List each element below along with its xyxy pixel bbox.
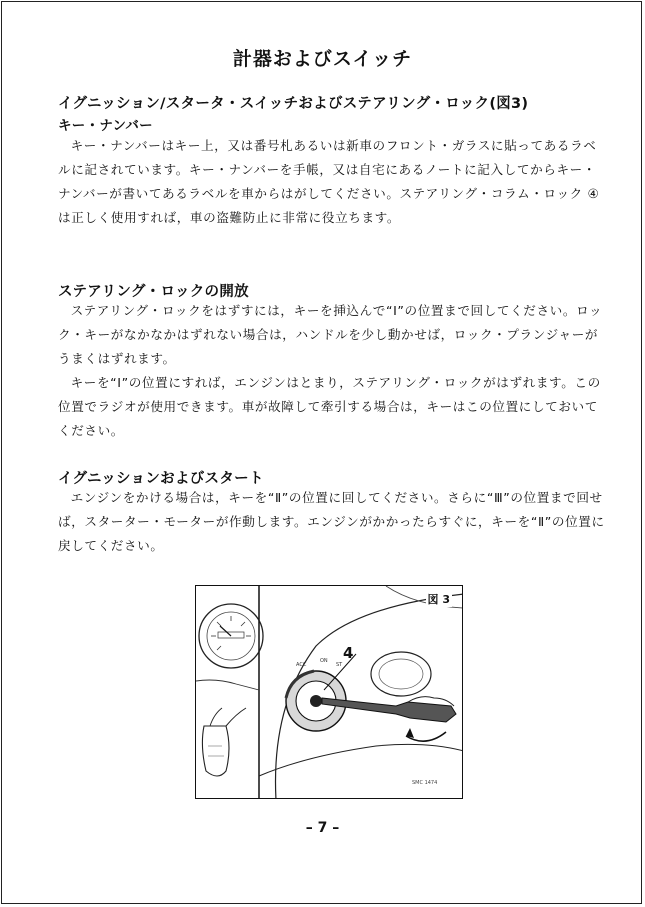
paragraph-ignition-start: エンジンをかける場合は，キーを“Ⅱ”の位置に回してください。さらに“Ⅲ”の位置まで回せば，スターター・モーターが作動します。エンジンがかかったらすぐに，キーを“Ⅱ”の位置に戻してください。 (58, 490, 605, 553)
figure-code: SMC 1474 (412, 780, 438, 786)
paragraph-steering-lock-release-2: キーを“Ⅰ”の位置にすれば，エンジンはとまり，ステアリング・ロックがはずれます。この位置でラジオが使用できます。車が故障して牽引する場合は，キーはこの位置にしておいてください。 (58, 375, 601, 438)
svg-text:ON: ON (320, 658, 328, 664)
page-title: 計器およびスイッチ (232, 48, 413, 70)
figure-3-ignition-switch (195, 585, 463, 799)
section-heading-ignition-start: イグニッションおよびスタート (58, 471, 264, 487)
subheading-key-number: キー・ナンバー (58, 118, 153, 134)
section-heading-ignition-lock: イグニッション/スタータ・スイッチおよびステアリング・ロック(図3) (58, 96, 529, 112)
svg-text:ACC: ACC (296, 662, 307, 668)
ignition-switch-illustration (196, 586, 463, 799)
page-number: – 7 – (305, 820, 340, 836)
svg-text:ST: ST (336, 662, 343, 668)
figure-label: 図 3 (427, 593, 450, 606)
callout-number: 4 (343, 644, 354, 662)
paragraph-steering-lock-release-1: ステアリング・ロックをはずすには，キーを挿込んで“Ⅰ”の位置まで回してください。ロック・キーがなかなかはずれない場合は，ハンドルを少し動かせば，ロック・プランジャーがうまくはずれます。 (58, 303, 603, 366)
paragraph-key-number: キー・ナンバーはキー上，又は番号札あるいは新車のフロント・ガラスに貼ってあるラベルに記されています。キー・ナンバーを手帳，又は自宅にあるノートに記入してからキー・ナンバーが書いてあるラベルを車からはがしてください。ステアリング・コラム・ロック ④ は正しく使用すれば，車の盗難防止に非常に役立ちます。 (58, 138, 600, 225)
section-heading-steering-lock-release: ステアリング・ロックの開放 (58, 284, 249, 300)
